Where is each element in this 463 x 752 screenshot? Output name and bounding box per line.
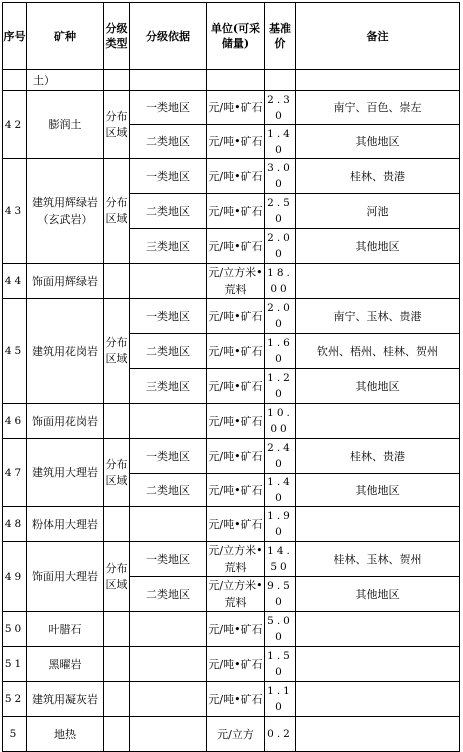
row-remark: [296, 717, 460, 752]
row-remark: [296, 647, 460, 682]
row-grade-type: 分布区域: [104, 542, 130, 612]
row-base-price: 2.50: [265, 194, 296, 229]
row-remark: 南宁、百色、崇左: [296, 91, 460, 125]
table-row: [3, 439, 460, 474]
row-remark: 河池: [296, 194, 460, 229]
row-base-price: 1.10: [265, 682, 296, 717]
row-base-price: 0.2: [265, 717, 296, 752]
row-base-price: 5.00: [265, 612, 296, 647]
row-seq: 46: [3, 404, 27, 439]
row-base-price: 14.50: [265, 542, 296, 577]
row-unit: 元/立方米•荒料: [207, 577, 265, 612]
row-unit: 元/吨•矿石: [207, 439, 265, 474]
row-base-price: 1.40: [265, 474, 296, 507]
row-seq: 51: [3, 647, 27, 682]
row-unit: 元/立方: [207, 717, 265, 752]
row-remark: [296, 682, 460, 717]
row-base-price: 10.00: [265, 404, 296, 439]
row-base-price: 2.00: [265, 229, 296, 264]
row-grade-type: [104, 404, 130, 439]
row-unit: 元/吨•矿石: [207, 507, 265, 542]
row-unit: 元/吨•矿石: [207, 404, 265, 439]
row-mineral: 建筑用辉绿岩（玄武岩）: [27, 159, 104, 264]
row-seq: 47: [3, 439, 27, 507]
row-remark: 其他地区: [296, 229, 460, 264]
row-seq: 50: [3, 612, 27, 647]
row-unit: 元/吨•矿石: [207, 91, 265, 125]
header-grade-basis: 分级依据: [130, 3, 207, 70]
row-grade-basis: 一类地区: [130, 299, 207, 334]
row-grade-basis: [130, 264, 207, 299]
cont-mineral: 土）: [27, 70, 104, 91]
table-body: [3, 70, 460, 752]
header-base-price: 基准价: [265, 3, 296, 70]
row-seq: 52: [3, 682, 27, 717]
row-unit: 元/吨•矿石: [207, 647, 265, 682]
row-grade-basis: 三类地区: [130, 369, 207, 404]
row-remark: 桂林、玉林、贺州: [296, 542, 460, 577]
row-base-price: 18.00: [265, 264, 296, 299]
row-remark: [296, 404, 460, 439]
header-seq: 序号: [3, 3, 27, 70]
table-row: [3, 264, 460, 299]
row-base-price: 2.00: [265, 299, 296, 334]
row-remark: 其他地区: [296, 474, 460, 507]
row-unit: 元/吨•矿石: [207, 612, 265, 647]
row-seq: 45: [3, 299, 27, 404]
row-seq: 42: [3, 91, 27, 159]
row-mineral: 建筑用花岗岩: [27, 299, 104, 404]
header-grade-type: 分级类型: [104, 3, 130, 70]
table-row: [3, 299, 460, 334]
table-row: [3, 542, 460, 577]
table-row: [3, 612, 460, 647]
row-remark: 其他地区: [296, 125, 460, 159]
row-mineral: 黑曜岩: [27, 647, 104, 682]
row-mineral: 建筑用大理岩: [27, 439, 104, 507]
header-row: [3, 3, 460, 70]
row-unit: 元/立方米•荒料: [207, 542, 265, 577]
table-row: [3, 682, 460, 717]
header-remark: 备注: [296, 3, 460, 70]
header-unit: 单位(可采储量): [207, 3, 265, 70]
table-row: [3, 404, 460, 439]
row-grade-basis: [130, 404, 207, 439]
row-seq: 49: [3, 542, 27, 612]
row-mineral: 饰面用大理岩: [27, 542, 104, 612]
row-grade-type: [104, 647, 130, 682]
row-base-price: 1.50: [265, 647, 296, 682]
row-mineral: 地热: [27, 717, 104, 752]
row-grade-basis: 一类地区: [130, 159, 207, 194]
table-row: [3, 91, 460, 125]
row-grade-type: [104, 682, 130, 717]
row-grade-basis: [130, 647, 207, 682]
row-unit: 元/吨•矿石: [207, 125, 265, 159]
row-seq: 48: [3, 507, 27, 542]
row-base-price: 2.40: [265, 439, 296, 474]
row-grade-basis: 一类地区: [130, 439, 207, 474]
row-seq: 43: [3, 159, 27, 264]
row-unit: 元/吨•矿石: [207, 299, 265, 334]
row-mineral: 饰面用辉绿岩: [27, 264, 104, 299]
row-grade-type: 分布区域: [104, 91, 130, 159]
cont-seq: [3, 70, 27, 91]
row-remark: [296, 507, 460, 542]
row-remark: 其他地区: [296, 369, 460, 404]
row-grade-basis: 一类地区: [130, 91, 207, 125]
row-mineral: 叶腊石: [27, 612, 104, 647]
row-grade-basis: 二类地区: [130, 194, 207, 229]
row-unit: 元/吨•矿石: [207, 682, 265, 717]
row-unit: 元/吨•矿石: [207, 474, 265, 507]
row-remark: 钦州、梧州、桂林、贺州: [296, 334, 460, 369]
row-unit: 元/吨•矿石: [207, 369, 265, 404]
row-grade-type: [104, 612, 130, 647]
row-seq: 5: [3, 717, 27, 752]
row-unit: 元/吨•矿石: [207, 229, 265, 264]
row-unit: 元/吨•矿石: [207, 334, 265, 369]
row-base-price: 9.50: [265, 577, 296, 612]
row-remark: [296, 612, 460, 647]
row-unit: 元/吨•矿石: [207, 194, 265, 229]
row-grade-basis: [130, 682, 207, 717]
row-grade-type: 分布区域: [104, 299, 130, 404]
row-mineral: 饰面用花岗岩: [27, 404, 104, 439]
row-unit: 元/吨•矿石: [207, 159, 265, 194]
row-remark: 南宁、玉林、贵港: [296, 299, 460, 334]
continuation-row: [3, 70, 460, 91]
row-mineral: 粉体用大理岩: [27, 507, 104, 542]
row-grade-type: 分布区域: [104, 439, 130, 507]
row-grade-basis: [130, 612, 207, 647]
row-base-price: 2.30: [265, 91, 296, 125]
row-grade-type: [104, 264, 130, 299]
row-grade-basis: [130, 717, 207, 752]
row-grade-type: [104, 717, 130, 752]
row-grade-basis: 二类地区: [130, 577, 207, 612]
row-remark: [296, 264, 460, 299]
table-row: [3, 159, 460, 194]
row-grade-basis: [130, 507, 207, 542]
table-row: [3, 717, 460, 752]
row-base-price: 3.00: [265, 159, 296, 194]
row-base-price: 1.20: [265, 369, 296, 404]
row-seq: 44: [3, 264, 27, 299]
row-base-price: 1.60: [265, 334, 296, 369]
row-grade-basis: 二类地区: [130, 474, 207, 507]
row-mineral: 建筑用凝灰岩: [27, 682, 104, 717]
row-grade-basis: 三类地区: [130, 229, 207, 264]
row-remark: 桂林、贵港: [296, 159, 460, 194]
row-base-price: 1.90: [265, 507, 296, 542]
row-remark: 其他地区: [296, 577, 460, 612]
header-mineral: 矿种: [27, 3, 104, 70]
row-grade-type: [104, 507, 130, 542]
row-mineral: 膨润土: [27, 91, 104, 159]
row-base-price: 1.40: [265, 125, 296, 159]
table-row: [3, 647, 460, 682]
row-unit: 元/立方米•荒料: [207, 264, 265, 299]
row-grade-basis: 二类地区: [130, 334, 207, 369]
row-grade-type: 分布区域: [104, 159, 130, 264]
row-grade-basis: 一类地区: [130, 542, 207, 577]
table-row: [3, 507, 460, 542]
row-grade-basis: 二类地区: [130, 125, 207, 159]
price-table: [2, 2, 460, 752]
row-remark: 桂林、贵港: [296, 439, 460, 474]
